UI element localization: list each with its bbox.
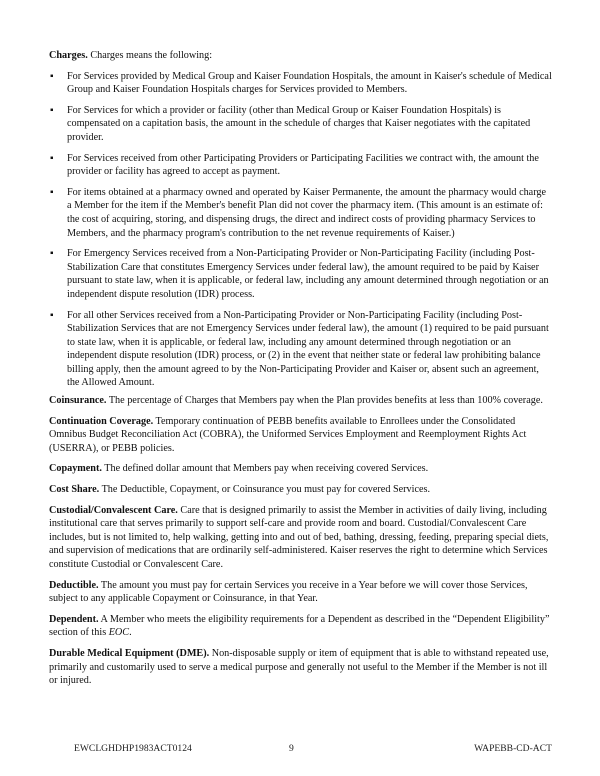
deductible-definition: [49, 579, 552, 606]
charges-bullet-6: [49, 309, 552, 391]
custodial-care-text: Care that is designed primarily to assist the Member in activities of daily living, including institutional care that serves primarily to support self-care and provide room and board. Custodial/Convalescent Care includes, but is not limited to, help walking, getting into and out of bed, bathing, dressing, feeding, preparing special diets, and supervision of medications that are ordinarily self-administered. Kaiser reserves the right to determine which Services constitute Custodial or Convalescent Care.: [49, 504, 549, 570]
dme-term: Durable Medical Equipment (DME).: [49, 647, 210, 659]
dependent-term: Dependent.: [49, 613, 99, 625]
bullet-text: For Emergency Services received from a Non-Participating Provider or Non-Participating Facility (including Post-Stabilization Care that constitutes Emergency Services under federal law), the amount required to be paid by Kaiser pursuant to state law, when it is applicable, or federal law, including any amount determined through negotiation or an independent dispute resolution (IDR) process.: [67, 248, 549, 300]
coinsurance-text: The percentage of Charges that Members pay when the Plan provides benefits at less than 100% coverage.: [108, 395, 543, 407]
dependent-definition: [49, 613, 552, 640]
continuation-coverage-definition: [49, 415, 552, 456]
page-footer: [0, 743, 600, 757]
charges-bullet-5: [49, 247, 552, 301]
dependent-eoc-reference: EOC: [108, 627, 130, 639]
bullet-text: For all other Services received from a Non-Participating Provider or Non-Participating Facility (including Post-Stabilization Services that are not Emergency Services under federal law), the amount (1) required to be paid pursuant to state law, when it is applicable, or federal law, including any amount determined through negotiation or an independent dispute resolution (IDR) process, or (2) in the event that neither state or federal law prohibiting balance billing apply, then the amount agreed to by the Non-Participating Provider and Kaiser or, absent such an agreement, the Allowed Amount.: [67, 309, 549, 389]
coinsurance-definition: [49, 394, 552, 408]
cost-share-definition: [49, 483, 552, 497]
copayment-text: The defined dollar amount that Members pay when receiving covered Services.: [104, 463, 429, 475]
dme-text: Non-disposable supply or item of equipment that is able to withstand repeated use, primarily and customarily used to serve a medical purpose and generally not useful to the Member if the Member is not ill or injured.: [49, 647, 549, 687]
charges-bullet-list: [49, 70, 552, 390]
bullet-icon: ▪: [50, 70, 54, 82]
footer-document-code: EWCLGHDHP1983ACT0124: [74, 743, 192, 754]
charges-term: Charges.: [49, 50, 88, 61]
footer-form-code: WAPEBB-CD-ACT: [474, 743, 552, 754]
dme-definition: [49, 647, 552, 688]
cost-share-term: Cost Share.: [49, 484, 100, 496]
charges-intro: Charges means the following:: [90, 50, 213, 61]
continuation-coverage-term: Continuation Coverage.: [49, 415, 154, 427]
coinsurance-term: Coinsurance.: [49, 395, 107, 407]
charges-definition: [49, 49, 552, 63]
deductible-term: Deductible.: [49, 579, 99, 591]
copayment-definition: [49, 462, 552, 476]
charges-bullet-3: [49, 152, 552, 179]
bullet-icon: ▪: [50, 186, 54, 198]
dependent-text: A Member who meets the eligibility requirements for a Dependent as described in the “Dependent Eligibility” section of this: [49, 613, 550, 639]
bullet-text: For items obtained at a pharmacy owned and operated by Kaiser Permanente, the amount the pharmacy would charge a Member for the item if the Member's benefit Plan did not cover the pharmacy item. (This amount is an estimate of: the cost of acquiring, storing, and dispensing drugs, the direct and indirect costs of providing pharmacy Services to Members, and the pharmacy program's contribution to the net revenue requirements of Kaiser.): [67, 186, 547, 239]
bullet-text: For Services provided by Medical Group and Kaiser Foundation Hospitals, the amount in Kaiser's schedule of Medical Group and Kaiser Foundation Hospitals charges for Services provided to Members.: [67, 70, 552, 96]
bullet-icon: ▪: [50, 248, 54, 260]
charges-bullet-1: [49, 70, 552, 97]
footer-page-number: 9: [289, 743, 294, 754]
copayment-term: Copayment.: [49, 463, 102, 475]
bullet-icon: ▪: [50, 104, 54, 116]
bullet-icon: ▪: [50, 309, 54, 321]
bullet-text: For Services received from other Participating Providers or Participating Facilities we contract with, the amount the provider or facility has agreed to accept as payment.: [67, 152, 539, 178]
document-page: [49, 49, 552, 695]
continuation-coverage-text: Temporary continuation of PEBB benefits available to Enrollees under the Consolidated Omnibus Budget Reconciliation Act (COBRA), the Uniformed Services Employment and Reemployment Rights Act (USERRA), or PEBB policies.: [49, 415, 527, 454]
bullet-icon: ▪: [50, 152, 54, 164]
charges-bullet-4: [49, 186, 552, 240]
bullet-text: For Services for which a provider or facility (other than Medical Group or Kaiser Foundation Hospitals) is compensated on a capitation basis, the amount in the schedule of charges that Kaiser negotiates with the capitated provider.: [67, 104, 531, 143]
custodial-care-definition: [49, 504, 552, 572]
deductible-text: The amount you must pay for certain Services you receive in a Year before we will cover those Services, subject to any applicable Copayment or Coinsurance, in that Year.: [49, 579, 528, 605]
cost-share-text: The Deductible, Copayment, or Coinsurance you must pay for covered Services.: [101, 484, 431, 496]
custodial-care-term: Custodial/Convalescent Care.: [49, 504, 178, 516]
dependent-text-end: .: [129, 627, 132, 639]
charges-bullet-2: [49, 104, 552, 145]
